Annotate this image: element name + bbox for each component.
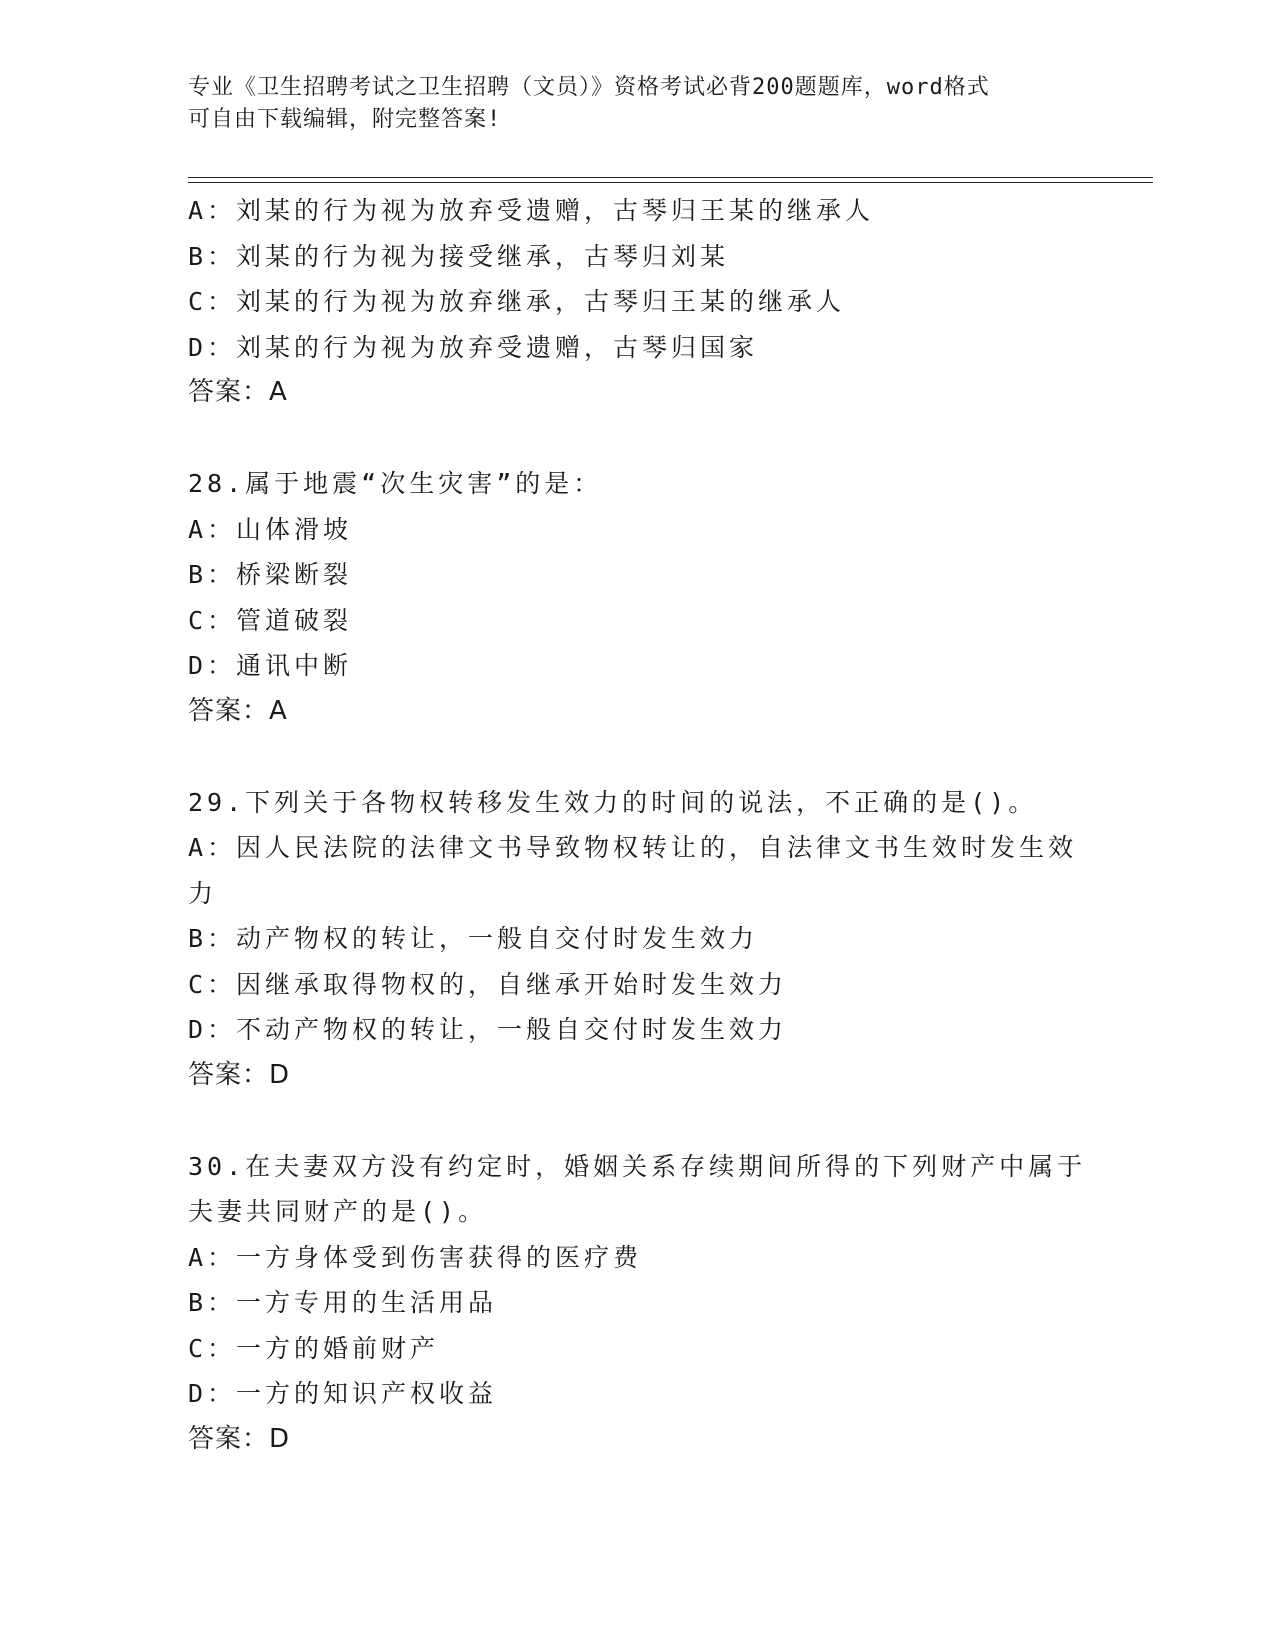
question-text: 30.在夫妻双方没有约定时，婚姻关系存续期间所得的下列财产中属于 xyxy=(188,1151,1087,1181)
option-d: D：不动产物权的转让，一般自交付时发生效力 xyxy=(188,1015,788,1044)
option-c: C：刘某的行为视为放弃继承，古琴归王某的继承人 xyxy=(188,287,846,316)
question-30 xyxy=(188,1144,1087,1463)
option-a: A：山体滑坡 xyxy=(188,514,353,544)
option-d: D：一方的知识产权收益 xyxy=(188,1379,498,1408)
option-a: A：一方身体受到伤害获得的医疗费 xyxy=(188,1242,643,1272)
answer-line: 答案：A xyxy=(188,695,288,726)
option-b: B：一方专用的生活用品 xyxy=(188,1288,498,1317)
question-text-continuation: 夫妻共同财产的是()。 xyxy=(188,1197,488,1226)
option-d: D：通讯中断 xyxy=(188,651,353,680)
header-title-line-1: 专业《卫生招聘考试之卫生招聘（文员）》资格考试必背200题题库，word格式 xyxy=(188,75,990,100)
question-28 xyxy=(188,461,1078,734)
answer-line: 答案：D xyxy=(188,1059,291,1090)
header-divider-top xyxy=(188,177,1153,178)
question-29 xyxy=(188,780,1078,1099)
answer-line: 答案：D xyxy=(188,1423,291,1454)
header-divider-bottom xyxy=(188,182,1153,183)
option-b: B：刘某的行为视为接受继承，古琴归刘某 xyxy=(188,241,730,271)
question-27 xyxy=(188,188,1078,416)
answer-line: 答案：A xyxy=(188,377,288,407)
spacer xyxy=(188,416,1078,462)
question-text: 28.属于地震“次生灾害”的是： xyxy=(188,469,603,498)
option-c: C：管道破裂 xyxy=(188,605,353,635)
spacer xyxy=(188,1098,1078,1144)
option-a: A：因人民法院的法律文书导致物权转让的，自法律文书生效时发生效 xyxy=(188,833,1078,862)
option-a: A：刘某的行为视为放弃受遗赠，古琴归王某的继承人 xyxy=(188,196,875,225)
option-c: C：因继承取得物权的，自继承开始时发生效力 xyxy=(188,969,788,999)
header-title-line-2: 可自由下载编辑，附完整答案! xyxy=(188,107,502,132)
option-a-continuation: 力 xyxy=(188,878,218,908)
option-d: D：刘某的行为视为放弃受遗赠，古琴归国家 xyxy=(188,332,759,362)
option-b: B：动产物权的转让，一般自交付时发生效力 xyxy=(188,924,759,953)
question-text: 29.下列关于各物权转移发生效力的时间的说法，不正确的是()。 xyxy=(188,787,1038,817)
question-content xyxy=(188,188,1087,1462)
spacer xyxy=(188,734,1078,780)
option-c: C：一方的婚前财产 xyxy=(188,1333,440,1363)
option-b: B：桥梁断裂 xyxy=(188,560,353,589)
document-header xyxy=(188,72,1088,136)
